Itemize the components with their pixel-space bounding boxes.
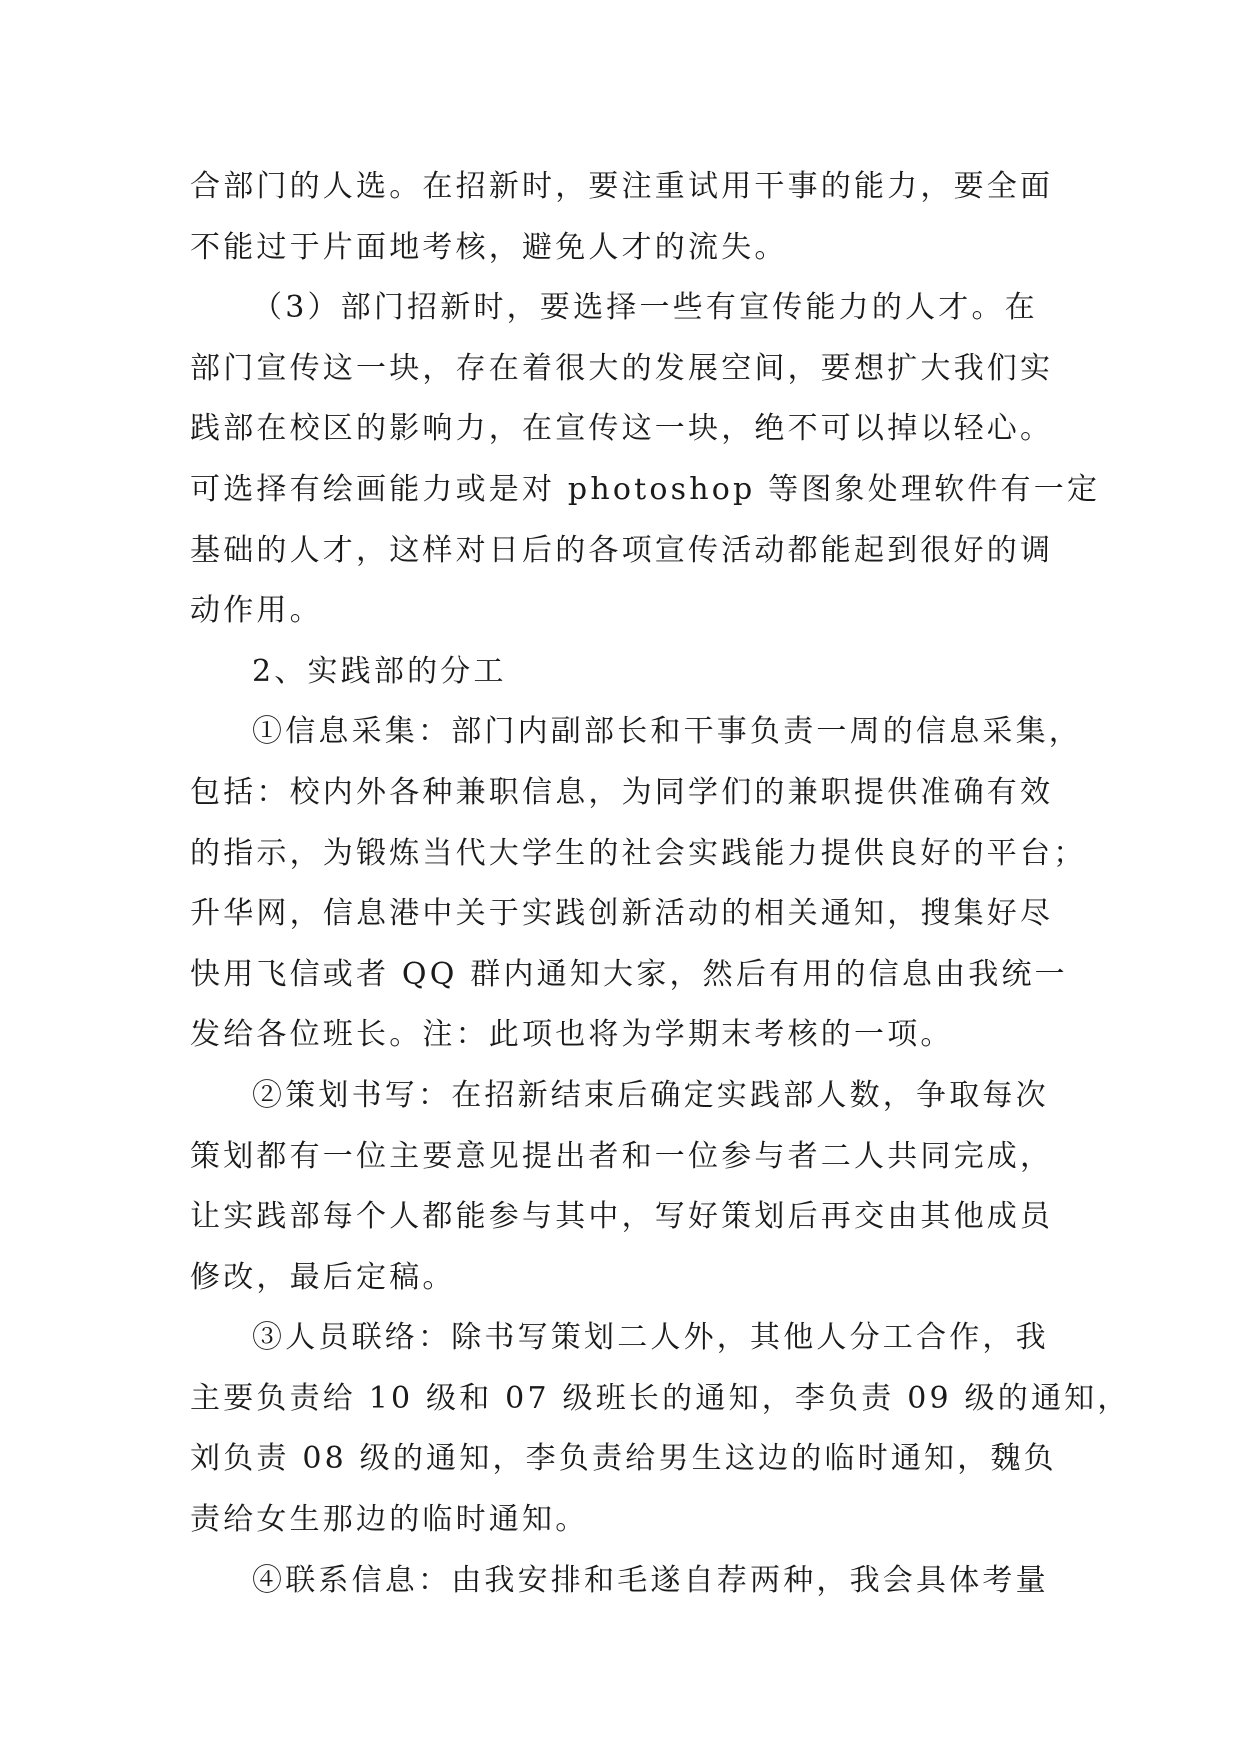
section-heading: 2、实践部的分工: [252, 653, 507, 689]
text-line: 的指示，为锻炼当代大学生的社会实践能力提供良好的平台；: [190, 835, 1087, 871]
text-line: 主要负责给 10 级和 07 级班长的通知，李负责 09 级的通知，: [190, 1380, 1131, 1416]
text-line: 合部门的人选。在招新时，要注重试用干事的能力，要全面: [190, 169, 1054, 204]
text-line: 部门宣传这一块，存在着很大的发展空间，要想扩大我们实: [190, 350, 1054, 386]
text-line: 快用飞信或者 QQ 群内通知大家，然后有用的信息由我统一: [190, 956, 1068, 992]
text-line: 让实践部每个人都能参与其中，写好策划后再交由其他成员: [190, 1199, 1054, 1235]
text-line: ①信息采集：部门内副部长和干事负责一周的信息采集，: [252, 714, 1082, 750]
text-line: 包括：校内外各种兼职信息，为同学们的兼职提供准确有效: [190, 774, 1054, 810]
body-text: [190, 157, 1131, 1611]
text-line: 动作用。: [190, 593, 323, 629]
text-line: 践部在校区的影响力，在宣传这一块，绝不可以掉以轻心。: [190, 411, 1054, 447]
text-line: 发给各位班长。注：此项也将为学期末考核的一项。: [190, 1017, 954, 1053]
text-line: ④联系信息：由我安排和毛遂自荐两种，我会具体考量: [252, 1562, 1049, 1598]
text-line: 可选择有绘画能力或是对 photoshop 等图象处理软件有一定: [190, 471, 1101, 507]
text-line: 刘负责 08 级的通知，李负责给男生这边的临时通知，魏负: [190, 1441, 1057, 1477]
text-line: 不能过于片面地考核，避免人才的流失。: [190, 229, 788, 265]
text-line: ②策划书写：在招新结束后确定实践部人数，争取每次: [252, 1077, 1049, 1113]
text-line: 策划都有一位主要意见提出者和一位参与者二人共同完成，: [190, 1138, 1054, 1174]
text-line: ③人员联络：除书写策划二人外，其他人分工合作，我: [252, 1320, 1049, 1356]
text-line: 升华网，信息港中关于实践创新活动的相关通知，搜集好尽: [190, 896, 1054, 932]
text-line: 基础的人才，这样对日后的各项宣传活动都能起到很好的调: [190, 532, 1054, 568]
text-line: 责给女生那边的临时通知。: [190, 1502, 589, 1538]
text-line: （3）部门招新时，要选择一些有宣传能力的人才。在: [252, 290, 1038, 326]
text-line: 修改，最后定稿。: [190, 1259, 456, 1295]
